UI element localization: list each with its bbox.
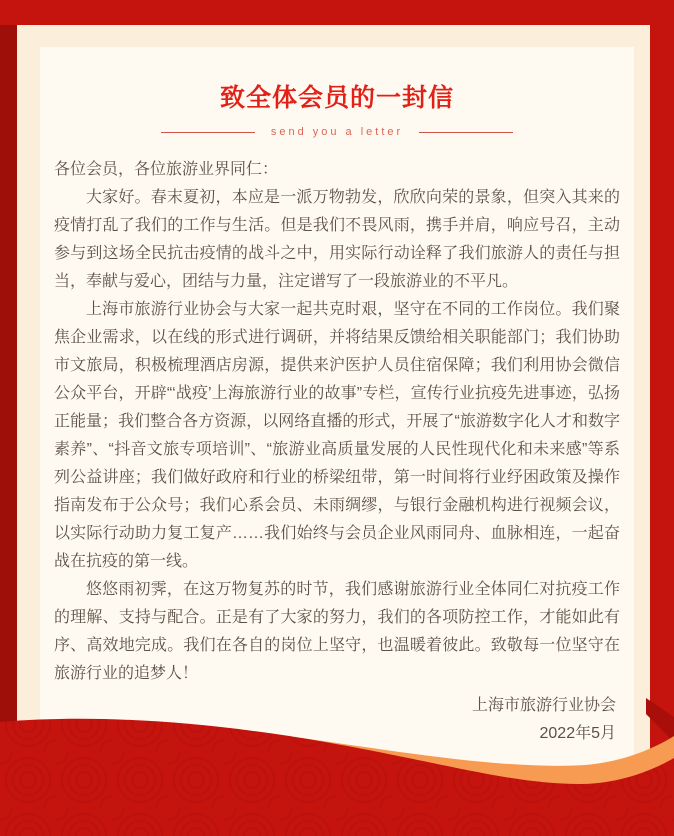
paragraph-1: 大家好。春末夏初，本应是一派万物勃发，欣欣向荣的景象，但突入其来的疫情打乱了我们的工作与生活。但是我们不畏风雨，携手并肩，响应号召，主动参与到这场全民抗击疫情的战斗之中，用实际行动诠释了我们旅游人的责任与担当，奉献与爱心，团结与力量，注定谱写了一段旅游业的不平凡。 bbox=[54, 189, 620, 290]
bottom-wave-decoration bbox=[0, 696, 674, 836]
salutation: 各位会员，各位旅游业界同仁： bbox=[54, 161, 279, 178]
letter-body bbox=[54, 156, 620, 688]
signature-date: 2022年5月 bbox=[539, 725, 616, 742]
subtitle-left-line bbox=[161, 132, 255, 133]
letter-title: 致全体会员的一封信 bbox=[219, 84, 454, 112]
dark-wedge-decoration bbox=[646, 698, 674, 742]
signature-org: 上海市旅游行业协会 bbox=[471, 697, 616, 714]
paragraph-3: 悠悠雨初霁，在这万物复苏的时节，我们感谢旅游行业全体同仁对抗疫工作的理解、支持与配合。正是有了大家的努力，我们的各项防控工作，才能如此有序、高效地完成。我们在各自的岗位上坚守，也温暖着彼此。致敬每一位坚守在旅游行业的追梦人！ bbox=[54, 581, 620, 682]
subtitle-right-line bbox=[419, 132, 513, 133]
letter-panel bbox=[40, 47, 634, 770]
paragraph-2: 上海市旅游行业协会与大家一起共克时艰，坚守在不同的工作岗位。我们聚焦企业需求，以在线的形式进行调研，并将结果反馈给相关职能部门；我们协助市文旅局，积极梳理酒店房源，提供来沪医护人员住宿保障；我们利用协会微信公众平台，开辟“‘战疫’上海旅游行业的故事”专栏，宣传行业抗疫先进事迹，弘扬正能量；我们整合各方资源，以网络直播的形式，开展了“旅游数字化人才和数字素养”、“抖音文旅专项培训”、“旅游业高质量发展的人民性现代化和未来感”等系列公益讲座；我们做好政府和行业的桥梁纽带，第一时间将行业纾困政策及操作指南发布于公众号；我们心系会员、未雨绸缪，与银行金融机构进行视频会议，以实际行动助力复工复产……我们始终与会员企业风雨同舟、血脉相连，一起奋战在抗疫的第一线。 bbox=[54, 301, 620, 570]
left-shadow-strip bbox=[0, 25, 17, 725]
letter-card bbox=[17, 25, 650, 770]
subtitle-text: send you a letter bbox=[270, 126, 404, 138]
subtitle-row bbox=[54, 126, 620, 138]
